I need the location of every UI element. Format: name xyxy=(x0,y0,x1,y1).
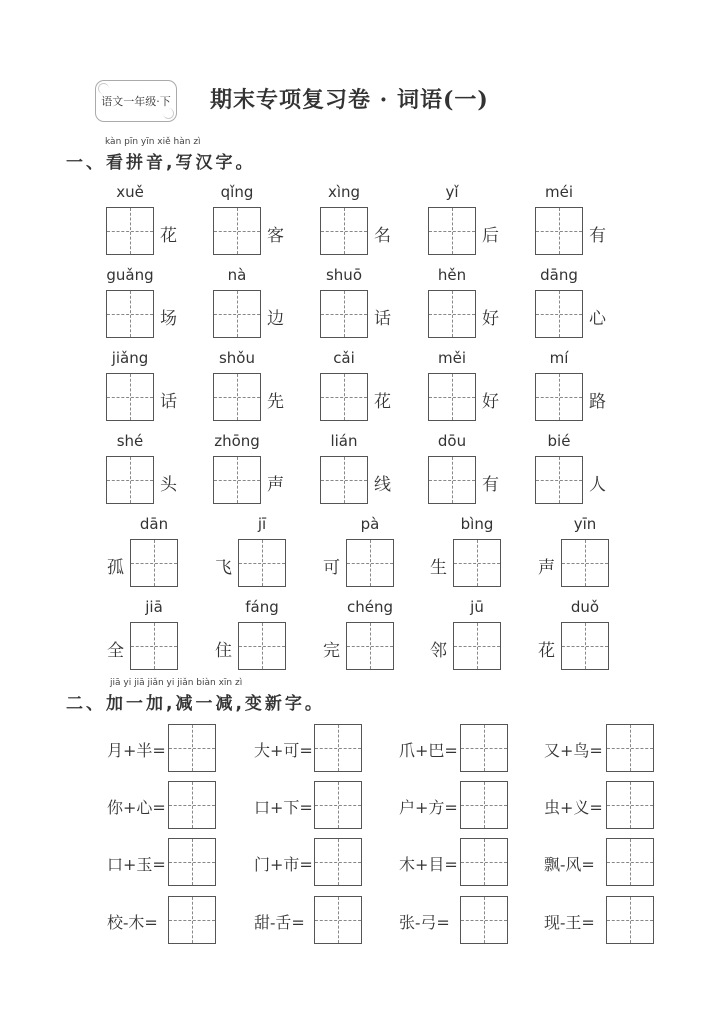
answer-box[interactable] xyxy=(606,781,654,829)
given-character: 边 xyxy=(267,309,284,329)
given-character: 花 xyxy=(538,641,555,661)
grade-badge-label: 语文一年级·下 xyxy=(101,95,171,108)
pinyin-label: chéng xyxy=(346,598,393,616)
writing-box[interactable] xyxy=(453,622,501,670)
given-character: 头 xyxy=(160,475,177,495)
given-character: 有 xyxy=(589,226,606,246)
writing-box[interactable] xyxy=(106,456,154,504)
writing-box[interactable] xyxy=(428,373,476,421)
given-character: 声 xyxy=(538,558,555,578)
given-character: 完 xyxy=(323,641,340,661)
character-equation: 校-木= xyxy=(107,913,158,932)
answer-box[interactable] xyxy=(460,724,508,772)
writing-box[interactable] xyxy=(130,622,178,670)
given-character: 好 xyxy=(482,309,499,329)
character-equation: 张-弓= xyxy=(399,913,450,932)
writing-box[interactable] xyxy=(428,456,476,504)
given-character: 话 xyxy=(374,309,391,329)
section1-heading-pinyin: kàn pīn yīn xiě hàn zì xyxy=(105,137,201,147)
writing-box[interactable] xyxy=(346,622,394,670)
given-character: 路 xyxy=(589,392,606,412)
writing-box[interactable] xyxy=(320,373,368,421)
writing-box[interactable] xyxy=(238,539,286,587)
writing-box[interactable] xyxy=(561,622,609,670)
pinyin-label: xuě xyxy=(116,183,144,201)
writing-box[interactable] xyxy=(561,539,609,587)
writing-box[interactable] xyxy=(106,290,154,338)
character-equation: 飘-风= xyxy=(544,855,595,874)
answer-box[interactable] xyxy=(460,838,508,886)
pinyin-label: qǐng xyxy=(220,183,254,201)
answer-box[interactable] xyxy=(606,896,654,944)
pinyin-label: xìng xyxy=(327,183,361,201)
writing-box[interactable] xyxy=(213,456,261,504)
pinyin-label: hěn xyxy=(437,266,467,284)
character-equation: 门+市= xyxy=(254,855,313,874)
pinyin-label: nà xyxy=(227,266,247,284)
answer-box[interactable] xyxy=(606,838,654,886)
given-character: 邻 xyxy=(430,641,447,661)
given-character: 飞 xyxy=(215,558,232,578)
given-character: 全 xyxy=(107,641,124,661)
pinyin-label: měi xyxy=(437,349,466,367)
given-character: 可 xyxy=(323,558,340,578)
pinyin-label: duǒ xyxy=(570,598,600,616)
writing-box[interactable] xyxy=(213,373,261,421)
character-equation: 大+可= xyxy=(254,741,313,760)
pinyin-label: yǐ xyxy=(445,183,459,201)
section2-heading xyxy=(66,689,325,714)
pinyin-label: méi xyxy=(544,183,573,201)
character-equation: 你+心= xyxy=(107,798,166,817)
pinyin-label: bié xyxy=(547,432,571,450)
pinyin-label: zhōng xyxy=(214,432,260,450)
given-character: 心 xyxy=(589,309,606,329)
writing-box[interactable] xyxy=(320,456,368,504)
character-equation: 现-王= xyxy=(544,913,595,932)
given-character: 生 xyxy=(430,558,447,578)
answer-box[interactable] xyxy=(314,838,362,886)
answer-box[interactable] xyxy=(314,724,362,772)
character-equation: 爪+巴= xyxy=(399,741,458,760)
pinyin-label: mí xyxy=(549,349,569,367)
given-character: 名 xyxy=(374,226,391,246)
given-character: 先 xyxy=(267,392,284,412)
pinyin-label: jī xyxy=(257,515,267,533)
answer-box[interactable] xyxy=(168,838,216,886)
pinyin-label: lián xyxy=(330,432,358,450)
writing-box[interactable] xyxy=(106,207,154,255)
given-character: 孤 xyxy=(107,558,124,578)
writing-box[interactable] xyxy=(346,539,394,587)
answer-box[interactable] xyxy=(606,724,654,772)
answer-box[interactable] xyxy=(168,781,216,829)
writing-box[interactable] xyxy=(535,456,583,504)
pinyin-label: shuō xyxy=(325,266,362,284)
writing-box[interactable] xyxy=(535,373,583,421)
pinyin-label: fáng xyxy=(245,598,279,616)
given-character: 后 xyxy=(482,226,499,246)
given-character: 声 xyxy=(267,475,284,495)
pinyin-label: jiǎng xyxy=(111,349,149,367)
answer-box[interactable] xyxy=(314,896,362,944)
character-equation: 又+鸟= xyxy=(544,741,603,760)
writing-box[interactable] xyxy=(428,290,476,338)
pinyin-label: jiā xyxy=(145,598,163,616)
writing-box[interactable] xyxy=(428,207,476,255)
pinyin-label: dōu xyxy=(437,432,467,450)
given-character: 场 xyxy=(160,309,177,329)
given-character: 花 xyxy=(374,392,391,412)
answer-box[interactable] xyxy=(168,724,216,772)
pinyin-label: guǎng xyxy=(106,266,154,284)
section2-number: 二、 xyxy=(66,694,106,714)
character-equation: 月+半= xyxy=(107,741,166,760)
pinyin-label: pà xyxy=(360,515,380,533)
section2-heading-pinyin: jiā yi jiā jiǎn yi jiǎn biàn xīn zì xyxy=(110,678,243,688)
writing-box[interactable] xyxy=(453,539,501,587)
pinyin-label: cǎi xyxy=(333,349,355,367)
character-equation: 口+玉= xyxy=(107,855,166,874)
pinyin-label: shǒu xyxy=(218,349,255,367)
pinyin-label: yīn xyxy=(573,515,597,533)
pinyin-label: shé xyxy=(116,432,144,450)
answer-box[interactable] xyxy=(460,896,508,944)
writing-box[interactable] xyxy=(213,207,261,255)
answer-box[interactable] xyxy=(168,896,216,944)
character-equation: 甜-舌= xyxy=(254,913,305,932)
character-equation: 虫+义= xyxy=(544,798,603,817)
pinyin-label: dān xyxy=(139,515,169,533)
given-character: 客 xyxy=(267,226,284,246)
writing-box[interactable] xyxy=(535,207,583,255)
given-character: 花 xyxy=(160,226,177,246)
given-character: 话 xyxy=(160,392,177,412)
writing-box[interactable] xyxy=(320,290,368,338)
given-character: 好 xyxy=(482,392,499,412)
writing-box[interactable] xyxy=(213,290,261,338)
character-equation: 户+方= xyxy=(399,798,458,817)
answer-box[interactable] xyxy=(314,781,362,829)
writing-box[interactable] xyxy=(106,373,154,421)
writing-box[interactable] xyxy=(320,207,368,255)
section1-heading-text: 看拼音,写汉字。 xyxy=(106,153,256,173)
section1-heading xyxy=(66,148,255,173)
answer-box[interactable] xyxy=(460,781,508,829)
writing-box[interactable] xyxy=(535,290,583,338)
pinyin-label: dāng xyxy=(540,266,578,284)
writing-box[interactable] xyxy=(130,539,178,587)
pinyin-label: bìng xyxy=(460,515,494,533)
given-character: 线 xyxy=(374,475,391,495)
writing-box[interactable] xyxy=(238,622,286,670)
section2-heading-text: 加一加,减一减,变新字。 xyxy=(106,694,325,714)
pinyin-label: jū xyxy=(470,598,484,616)
character-equation: 木+目= xyxy=(399,855,458,874)
given-character: 住 xyxy=(215,641,232,661)
section1-number: 一、 xyxy=(66,153,106,173)
grade-badge xyxy=(95,80,177,122)
character-equation: 口+下= xyxy=(254,798,313,817)
given-character: 人 xyxy=(589,475,606,495)
given-character: 有 xyxy=(482,475,499,495)
page-title: 期末专项复习卷 · 词语(一) xyxy=(210,87,489,113)
